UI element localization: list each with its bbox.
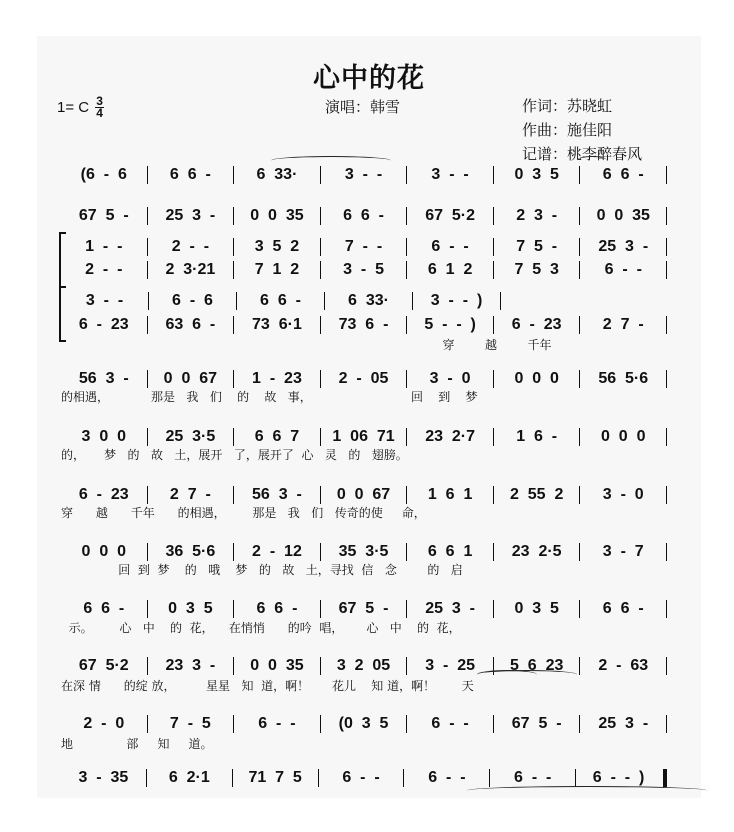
score-line (61, 258, 667, 282)
credits-block (522, 94, 642, 166)
song-title: 心中的花 (313, 63, 425, 94)
barline (666, 428, 667, 446)
measure: 6 6 - (256, 600, 298, 617)
measure: 63 6 - (165, 316, 216, 333)
measure: 3 - - (85, 292, 124, 309)
lyrics-line: 在深 情 的绽 放， 星星 知 道，啊！ 花儿 知 道，啊！ 天 (61, 679, 474, 693)
score-line (61, 313, 667, 337)
measure: 2 - 12 (252, 543, 302, 560)
measure: 7 5 - (516, 238, 558, 255)
measure: 67 5·2 (425, 207, 475, 224)
measure: 6 6 - (169, 166, 211, 183)
measure: 3 - - (431, 166, 469, 183)
measure: 1 06 71 (332, 428, 395, 445)
measure: 6 - - (428, 769, 466, 786)
measure: 3 - 7 (602, 543, 644, 560)
measure: 6 - - (604, 261, 642, 278)
measure: 71 7 5 (248, 769, 302, 786)
measure: 6 6 - (602, 166, 644, 183)
measure: 5 - - ) (424, 316, 476, 333)
measure: 2 - - (85, 261, 123, 278)
time-signature: $\frac{3}{4}$ (96, 94, 103, 120)
measure: 56 5·6 (598, 370, 649, 387)
measure: 2 7 - (169, 486, 211, 503)
measure: 7 1 2 (254, 261, 300, 278)
lyrics-line: 的， 梦 的 故 土，展开 了，展开了 心 灵 的 翅膀。 (61, 448, 408, 462)
measure: 0 0 67 (163, 370, 218, 387)
measure: (6 - 6 (80, 166, 127, 183)
measure: 6 33· (348, 292, 389, 309)
lyrics-line: 穿 越 千年 的相遇， 那是 我 们 传奇的使 命， (61, 506, 426, 520)
score-line (61, 597, 667, 621)
measure: 6 33· (256, 166, 298, 183)
measure: 2 - 05 (338, 370, 389, 387)
key-signature (57, 96, 104, 119)
measure: 6 6 1 (427, 543, 473, 560)
singer-credit: 演唱：韩雪 (325, 98, 401, 116)
measure: 6 - 23 (78, 486, 129, 503)
measure: 6 6 7 (254, 428, 300, 445)
barline (666, 207, 667, 225)
score-line (61, 712, 667, 736)
measure: 23 2·7 (425, 428, 475, 445)
measure: 2 3 - (516, 207, 558, 224)
slur-mark (477, 670, 577, 679)
measure: 56 3 - (78, 370, 129, 387)
slur-mark (467, 786, 707, 795)
measure: 0 0 0 (81, 543, 127, 560)
barline (666, 316, 667, 334)
measure: 7 - - (344, 238, 383, 255)
lyrics-line: 示。 心 中 的 花， 在悄悄 的吟 唱， 心 中 的 花， (61, 621, 461, 635)
barline (666, 238, 667, 256)
measure: 1 - - (85, 238, 123, 255)
measure: 1 6 - (516, 428, 558, 445)
measure: 7 5 3 (514, 261, 559, 278)
measure: 6 - - ) (592, 769, 645, 786)
slur-mark (271, 156, 391, 165)
barline (666, 543, 667, 561)
score-line (61, 204, 667, 228)
barline (666, 715, 667, 733)
measure: 3 - 5 (343, 261, 384, 278)
barline (663, 769, 667, 787)
transcriber-credit: 记谱： 桃李醉春风 (522, 145, 643, 163)
measure: 6 6 - (83, 600, 125, 617)
measure: 0 0 35 (250, 207, 304, 224)
measure: 67 5·2 (78, 657, 129, 674)
lyrics-line: 的相遇， 那是 我 们 的 故 事， 回 到 梦 (61, 390, 478, 404)
measure: 6 - 6 (172, 292, 213, 309)
lyrics-line: 地 部 知 道。 (61, 737, 213, 751)
measure: 6 - 23 (511, 316, 562, 333)
measure: 0 0 35 (250, 657, 304, 674)
score-sheet (37, 36, 701, 798)
barline (666, 657, 667, 675)
measure: 25 3 - (598, 238, 649, 255)
score-line (61, 289, 501, 313)
measure: 36 5·6 (165, 543, 216, 560)
score-line (61, 235, 667, 259)
measure: 67 5 - (78, 207, 129, 224)
measure: 6 - - (514, 769, 552, 786)
measure: 7 - 5 (169, 715, 211, 732)
measure: 25 3 - (165, 207, 216, 224)
measure: 6 2·1 (168, 769, 210, 786)
measure: 25 3 - (598, 715, 649, 732)
measure: 67 5 - (338, 600, 389, 617)
system-bracket (59, 232, 66, 288)
measure: 2 3·21 (165, 261, 216, 278)
measure: 2 - 63 (598, 657, 649, 674)
measure: 23 2·5 (511, 543, 562, 560)
barline (666, 166, 667, 184)
measure: 0 0 35 (596, 207, 650, 224)
measure: 0 3 5 (514, 166, 559, 183)
measure: (0 3 5 (338, 715, 389, 732)
lyrics-line: 穿 越 千年 (61, 338, 552, 352)
score-line (61, 163, 667, 187)
measure: 6 6 - (260, 292, 301, 309)
measure: 1 6 1 (427, 486, 473, 503)
measure: 3 - - (344, 166, 383, 183)
measure: 25 3 - (425, 600, 475, 617)
measure: 56 3 - (252, 486, 302, 503)
measure: 5 6 23 (509, 657, 564, 674)
measure: 3 - 0 (602, 486, 644, 503)
key-label: 1= C (57, 99, 90, 116)
barline (500, 292, 501, 310)
measure: 6 6 - (602, 600, 644, 617)
lyrics-line: 回 到 梦 的 哦 梦 的 故 土，寻找 信 念 的 启 (61, 563, 463, 577)
measure: 6 6 - (343, 207, 384, 224)
measure: 3 - 25 (425, 657, 475, 674)
barline (666, 486, 667, 504)
measure: 6 - - (431, 715, 469, 732)
measure: 3 - 0 (429, 370, 471, 387)
measure: 2 - - (171, 238, 210, 255)
measure: 35 3·5 (338, 543, 389, 560)
measure: 2 7 - (602, 316, 644, 333)
measure: 23 3 - (165, 657, 216, 674)
slur-mark (577, 156, 607, 165)
measure: 1 - 23 (252, 370, 302, 387)
measure: 73 6·1 (252, 316, 302, 333)
measure: 0 3 5 (168, 600, 213, 617)
measure: 6 - 23 (78, 316, 129, 333)
measure: 67 5 - (511, 715, 562, 732)
measure: 0 0 0 (601, 428, 646, 445)
measure: 0 0 67 (336, 486, 391, 503)
lyricist-credit: 作词： 苏晓虹 (522, 97, 613, 115)
measure: 25 3·5 (165, 428, 216, 445)
barline (666, 261, 667, 279)
measure: 3 2 05 (336, 657, 391, 674)
measure: 3 0 0 (81, 428, 127, 445)
measure: 3 5 2 (254, 238, 300, 255)
measure: 6 - - (258, 715, 296, 732)
measure: 3 - - ) (430, 292, 483, 309)
measure: 6 - - (431, 238, 469, 255)
composer-credit: 作曲： 施佳阳 (522, 121, 613, 139)
system-bracket (59, 286, 66, 342)
measure: 0 3 5 (514, 600, 559, 617)
measure: 2 - 0 (83, 715, 125, 732)
barline (666, 370, 667, 388)
barline (666, 600, 667, 618)
measure: 73 6 - (338, 316, 389, 333)
measure: 3 - 35 (78, 769, 129, 786)
measure: 6 - - (342, 769, 380, 786)
measure: 6 1 2 (427, 261, 473, 278)
measure: 2 55 2 (509, 486, 564, 503)
measure: 0 0 0 (514, 370, 559, 387)
